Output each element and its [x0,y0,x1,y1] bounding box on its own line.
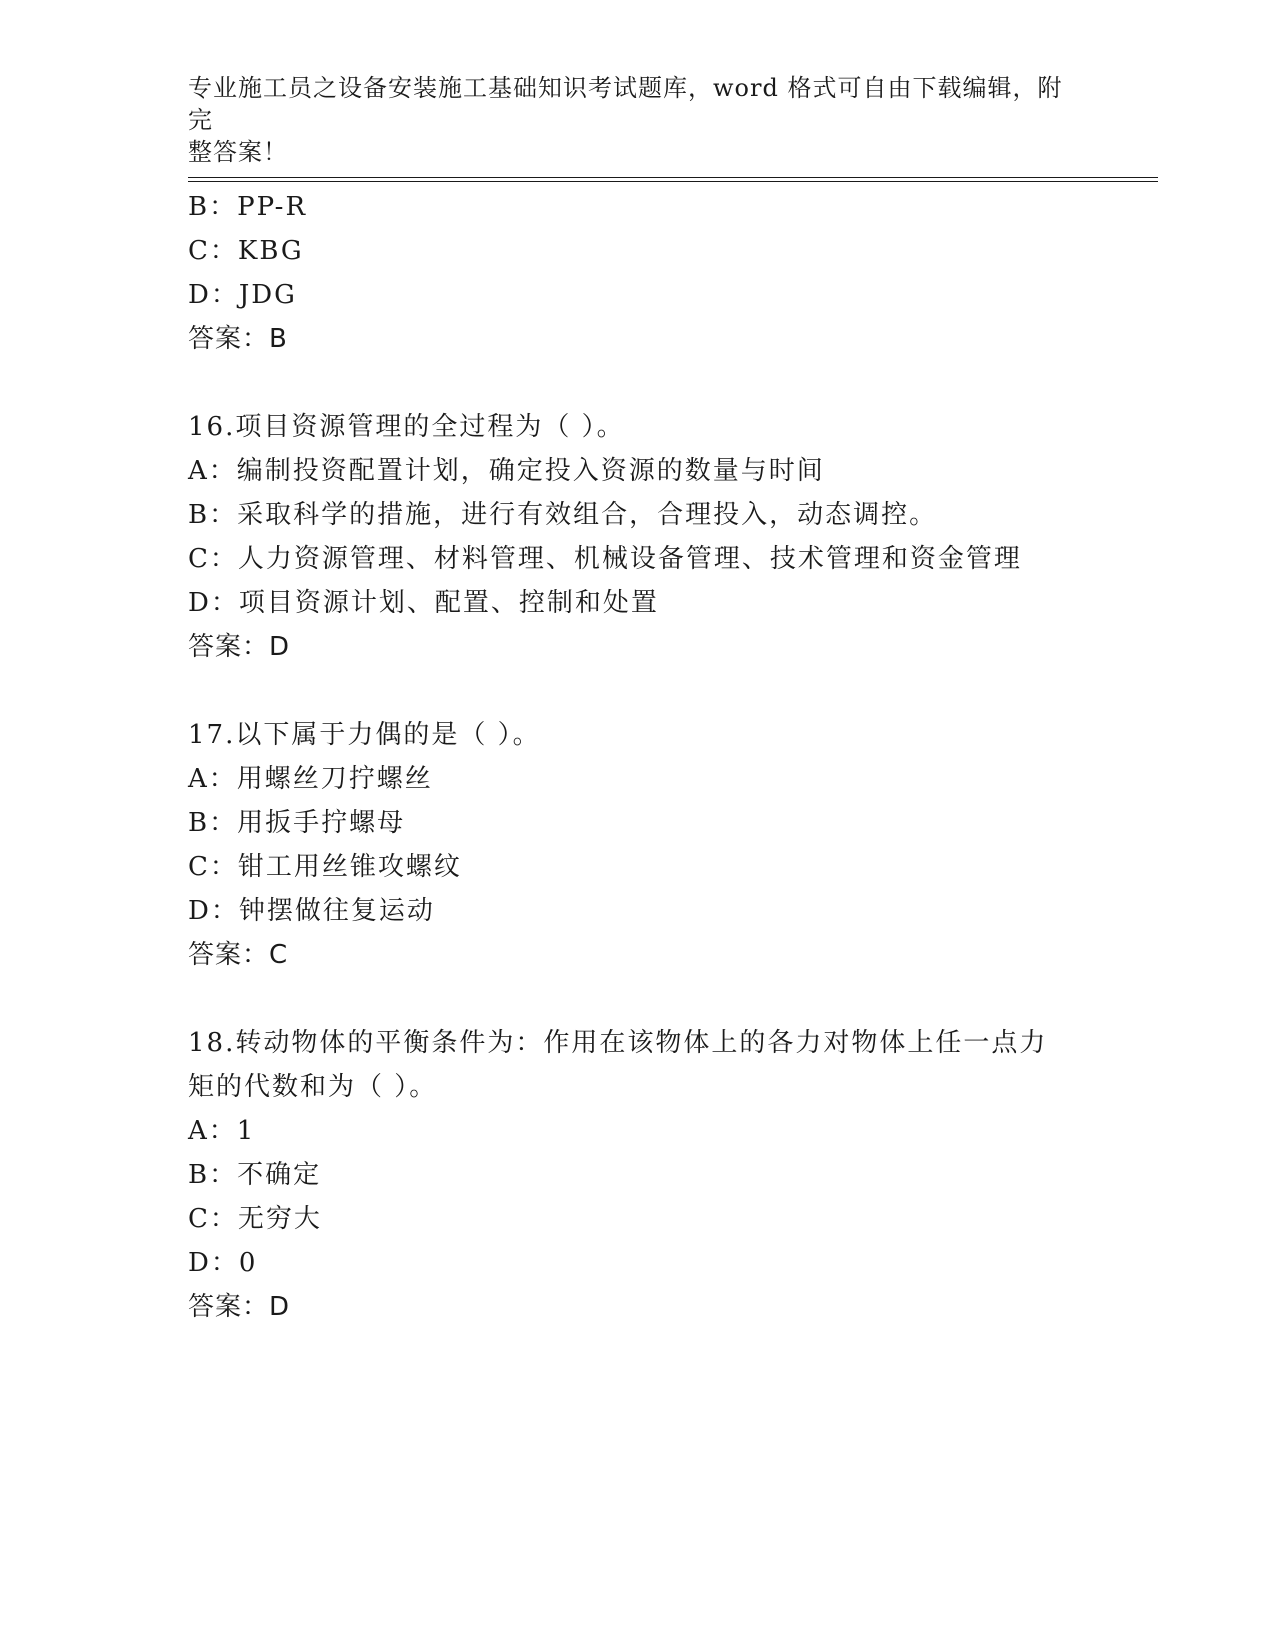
q18-option-a: A：1 [188,1116,256,1146]
q16-option-a: A：编制投资配置计划，确定投入资源的数量与时间 [188,456,825,486]
q15-answer: 答案：B [188,324,288,354]
q18-option-d: D：0 [188,1248,258,1278]
q17-option-d: D：钟摆做往复运动 [188,896,435,926]
q17-stem: 17.以下属于力偶的是（ ）。 [188,720,541,750]
document-header [188,72,1068,168]
q15-option-d: D：JDG [188,280,297,310]
q17-answer: 答案：C [188,940,289,970]
header-title-line-2: 整答案！ [188,138,288,166]
q15-option-c: C：KBG [188,236,304,266]
q17-option-c: C：钳工用丝锥攻螺纹 [188,852,462,882]
q16-option-c: C：人力资源管理、材料管理、机械设备管理、技术管理和资金管理 [188,544,1022,574]
q18-answer: 答案：D [188,1292,291,1322]
header-divider-bottom [188,181,1158,182]
q17-option-a: A：用螺丝刀拧螺丝 [188,764,433,794]
q16-stem: 16.项目资源管理的全过程为（ ）。 [188,412,625,442]
q15-option-b: B：PP-R [188,192,308,222]
header-divider-top [188,177,1158,178]
header-title-line-1: 专业施工员之设备安装施工基础知识考试题库，word 格式可自由下载编辑，附完 [188,74,1063,134]
q16-option-d: D：项目资源计划、配置、控制和处置 [188,588,659,618]
q16-answer: 答案：D [188,632,291,662]
q18-stem-line-1: 18.转动物体的平衡条件为：作用在该物体上的各力对物体上任一点力 [188,1028,1048,1058]
q18-option-b: B：不确定 [188,1160,322,1190]
q17-option-b: B：用扳手拧螺母 [188,808,406,838]
q16-option-b: B：采取科学的措施，进行有效组合，合理投入，动态调控。 [188,500,938,530]
q18-option-c: C：无穷大 [188,1204,322,1234]
q18-stem-line-2: 矩的代数和为（ ）。 [188,1072,438,1102]
